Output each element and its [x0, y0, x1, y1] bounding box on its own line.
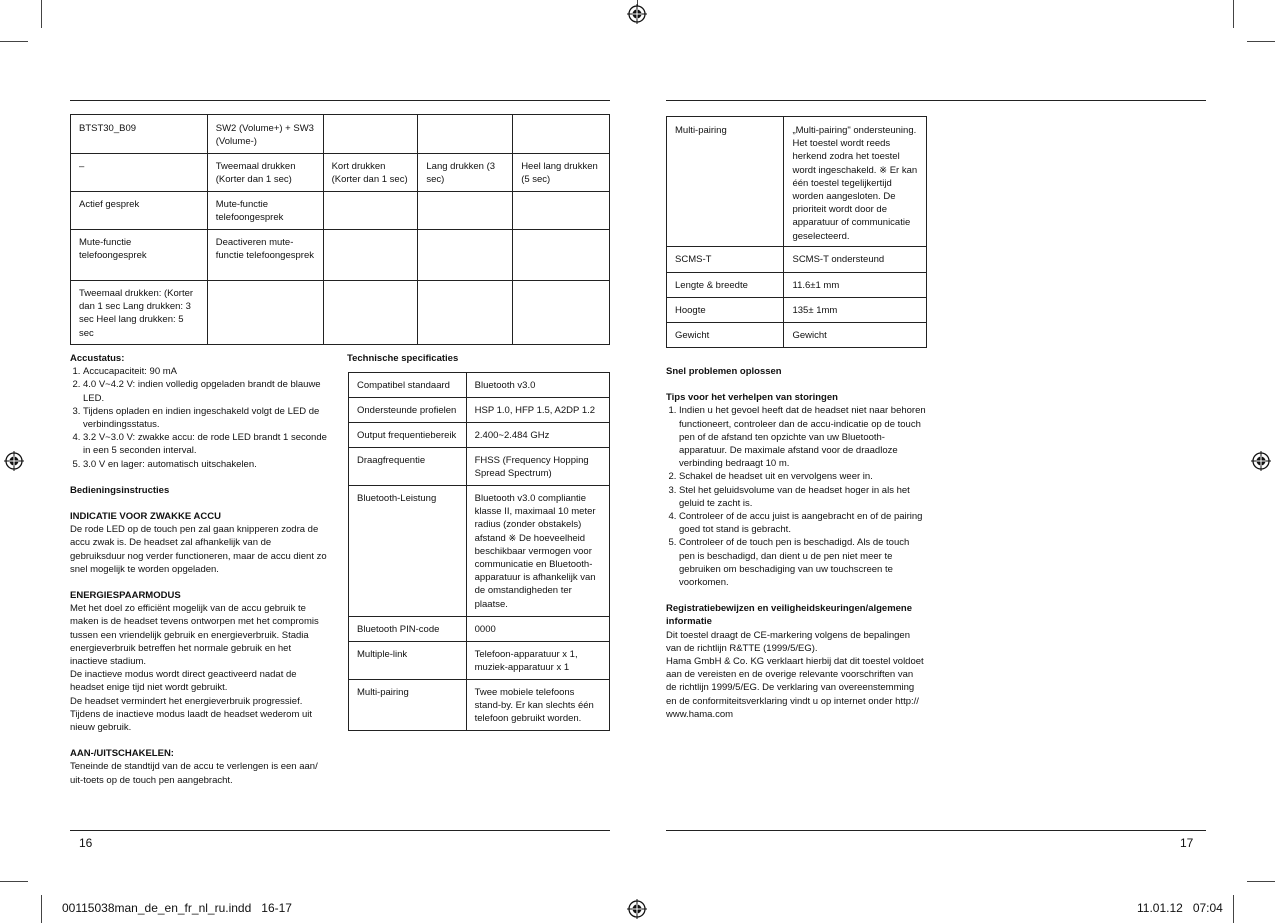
table-cell: Mute-functie telefoongesprek [71, 230, 208, 281]
table-cell [323, 281, 418, 345]
table-cell [513, 115, 610, 154]
table-cell: Multi-pairing [667, 117, 784, 247]
table-cell: Ondersteunde profielen [349, 398, 467, 423]
table-cell [513, 192, 610, 230]
crop-mark [0, 41, 28, 42]
tips-list [666, 404, 926, 589]
registration-mark-icon [627, 4, 647, 24]
list-item: 5. Controleer of de touch pen is beschadigd. Als de touch pen is beschadigd, dan dient u de pen niet meer te gebruiken om beschadiging van uw touchscreen te voorkomen. [679, 536, 926, 589]
list-item: 2. 4.0 V~4.2 V: indien volledig opgeladen brandt de blauwe LED. [83, 378, 328, 404]
energiespaar-text: De inactieve modus wordt direct geactiveerd nadat de headset enige tijd niet wordt gebruikt. [70, 669, 297, 694]
table-cell: „Multi-pairing" ondersteuning. Het toestel wordt reeds herkend zodra het toestel wordt ingeschakeld. ※ Er kan één toestel tegelijkertijd worden aangesloten. De prioriteit wordt door de apparatuur of communicatie geselecteerd. [784, 117, 927, 247]
table-cell: Tweemaal drukken: (Korter dan 1 sec Lang drukken: 3 sec Heel lang drukken: 5 sec [71, 281, 208, 345]
table-cell [418, 281, 513, 345]
table-cell: Bluetooth v3.0 compliantie klasse II, maximaal 10 meter radius (zonder obstakels) afstand ※ De hoeveelheid beschikbaar vermogen voor communicatie en Bluetooth-apparatuur is afhankelijk van de omstandigheden ter plaatse. [466, 486, 609, 617]
slug-datetime: 11.01.12 07:04 [1137, 901, 1223, 915]
table-cell: 0000 [466, 617, 609, 642]
table-cell: Telefoon-apparatuur x 1, muziek-apparatuur x 1 [466, 642, 609, 680]
energiespaar-text: De headset vermindert het energieverbruik progressief. [70, 695, 303, 707]
crop-mark [41, 0, 42, 28]
registratie-text: Hama GmbH & Co. KG verklaart hierbij dat dit toestel voldoet aan de vereisten en de overige relevante voorschriften van de richtlijn 1999/5/EG. De verklaring van overeenstemming en de conformiteitsverklaring vindt u op internet onder http:// www.hama.com [666, 656, 924, 720]
table-cell [418, 230, 513, 281]
table-cell: Heel lang drukken (5 sec) [513, 154, 610, 192]
registration-mark-icon [4, 451, 24, 471]
registration-mark-icon [1251, 451, 1271, 471]
page-rule-bottom [666, 830, 1206, 831]
list-item: 1. Indien u het gevoel heeft dat de headset niet naar behoren functioneert, controleer dan de accu-indicatie op de touch pen of de afstand ten opzichte van uw Bluetooth-apparatuur. De maximale afstand voor de draadloze verbinding bedraagt 10 m. [679, 404, 926, 470]
table-cell: Lang drukken (3 sec) [418, 154, 513, 192]
table-cell: Mute-functie telefoongesprek [207, 192, 323, 230]
table-cell [323, 192, 418, 230]
table-cell [513, 281, 610, 345]
list-item: 1. Accucapaciteit: 90 mA [83, 365, 328, 378]
slug-filename: 00115038man_de_en_fr_nl_ru.indd 16-17 [62, 901, 292, 915]
table-cell [323, 115, 418, 154]
registratie-heading: Registratiebewijzen en veiligheidskeuringen/algemene informatie [666, 603, 913, 628]
page-number: 16 [79, 836, 93, 850]
energiespaar-heading: ENERGIESPAARMODUS [70, 590, 181, 602]
table-cell: Twee mobiele telefoons stand-by. Er kan slechts één telefoon gebruikt worden. [466, 680, 609, 731]
table-cell: Gewicht [784, 323, 927, 348]
table-cell: Tweemaal drukken (Korter dan 1 sec) [207, 154, 323, 192]
button-function-table [70, 114, 610, 345]
list-item: 4. 3.2 V~3.0 V: zwakke accu: de rode LED brandt 1 seconde in een 5 seconden interval. [83, 431, 328, 457]
tips-heading: Tips voor het verhelpen van storingen [666, 392, 838, 404]
table-cell: 11.6±1 mm [784, 273, 927, 298]
spec-table [666, 116, 927, 348]
crop-mark [1247, 881, 1275, 882]
crop-mark [0, 881, 28, 882]
list-item: 2. Schakel de headset uit en vervolgens weer in. [679, 470, 926, 483]
table-cell [207, 281, 323, 345]
table-cell: Gewicht [667, 323, 784, 348]
table-cell: Hoogte [667, 298, 784, 323]
table-cell: Bluetooth PIN-code [349, 617, 467, 642]
zwakke-accu-heading: INDICATIE VOOR ZWAKKE ACCU [70, 511, 221, 523]
list-item: 3. Tijdens opladen en indien ingeschakeld volgt de LED de verbindingsstatus. [83, 405, 328, 431]
bediening-heading: Bedieningsinstructies [70, 484, 170, 496]
registratie-text: Dit toestel draagt de CE-markering volgens de bepalingen van de richtlijn R&TTE (1999/5/EG). [666, 629, 910, 654]
page-rule-bottom [70, 830, 610, 831]
table-cell: 135± 1mm [784, 298, 927, 323]
table-cell: Deactiveren mute-functie telefoongesprek [207, 230, 323, 281]
table-cell: SCMS-T [667, 247, 784, 273]
table-cell: BTST30_B09 [71, 115, 208, 154]
table-cell: HSP 1.0, HFP 1.5, A2DP 1.2 [466, 398, 609, 423]
table-cell: SW2 (Volume+) + SW3 (Volume-) [207, 115, 323, 154]
list-item: 5. 3.0 V en lager: automatisch uitschakelen. [83, 458, 328, 471]
table-cell: Draagfrequentie [349, 448, 467, 486]
tech-specs-table [348, 372, 610, 731]
zwakke-accu-text: De rode LED op de touch pen zal gaan knipperen zodra de accu zwak is. De headset zal afhankelijk van de gebruiksduur nog verder functioneren, maar de accu dient zo snel mogelijk te worden opgeladen. [70, 524, 327, 575]
energiespaar-text: Tijdens de inactieve modus laadt de headset wederom uit nieuw gebruik. [70, 708, 313, 734]
right-column [666, 365, 926, 721]
energiespaar-text: Met het doel zo efficiënt mogelijk van de accu gebruik te maken is de headset tevens ontworpen met het compromis tussen een vriendelijk gebruik en energieverbruik. Stadia energieverbruik betreffen het normale gebruik en het inactieve stadium. [70, 603, 319, 668]
table-cell: Lengte & breedte [667, 273, 784, 298]
list-item: 4. Controleer of de accu juist is aangebracht en of de pairing goed tot stand is gebracht. [679, 510, 926, 536]
table-cell [513, 230, 610, 281]
table-cell: Actief gesprek [71, 192, 208, 230]
table-cell: Multiple-link [349, 642, 467, 680]
table-cell: Multi-pairing [349, 680, 467, 731]
crop-mark [41, 895, 42, 923]
aan-uit-heading: AAN-/UITSCHAKELEN: [70, 748, 174, 760]
table-cell [418, 192, 513, 230]
table-cell: FHSS (Frequency Hopping Spread Spectrum) [466, 448, 609, 486]
table-cell: Kort drukken (Korter dan 1 sec) [323, 154, 418, 192]
page-number: 17 [1180, 836, 1194, 850]
page-rule-top [70, 100, 610, 101]
aan-uit-text: Teneinde de standtijd van de accu te verlengen is een aan/ uit-toets op de touch pen aangebracht. [70, 761, 318, 786]
snel-heading: Snel problemen oplossen [666, 366, 782, 377]
table-cell: Output frequentiebereik [349, 423, 467, 448]
page-rule-top [666, 100, 1206, 101]
table-cell: 2.400~2.484 GHz [466, 423, 609, 448]
tech-specs-heading: Technische specificaties [347, 353, 459, 364]
table-cell: – [71, 154, 208, 192]
left-column [70, 352, 328, 787]
registration-mark-icon [627, 899, 647, 919]
crop-mark [1233, 895, 1234, 923]
accustatus-list [70, 365, 328, 471]
table-cell [323, 230, 418, 281]
table-cell [418, 115, 513, 154]
accustatus-heading: Accustatus: [70, 353, 125, 364]
table-cell: Bluetooth-Leistung [349, 486, 467, 617]
table-cell: SCMS-T ondersteund [784, 247, 927, 273]
crop-mark [1233, 0, 1234, 28]
list-item: 3. Stel het geluidsvolume van de headset hoger in als het geluid te zacht is. [679, 484, 926, 510]
crop-mark [1247, 41, 1275, 42]
table-cell: Compatibel standaard [349, 373, 467, 398]
table-cell: Bluetooth v3.0 [466, 373, 609, 398]
